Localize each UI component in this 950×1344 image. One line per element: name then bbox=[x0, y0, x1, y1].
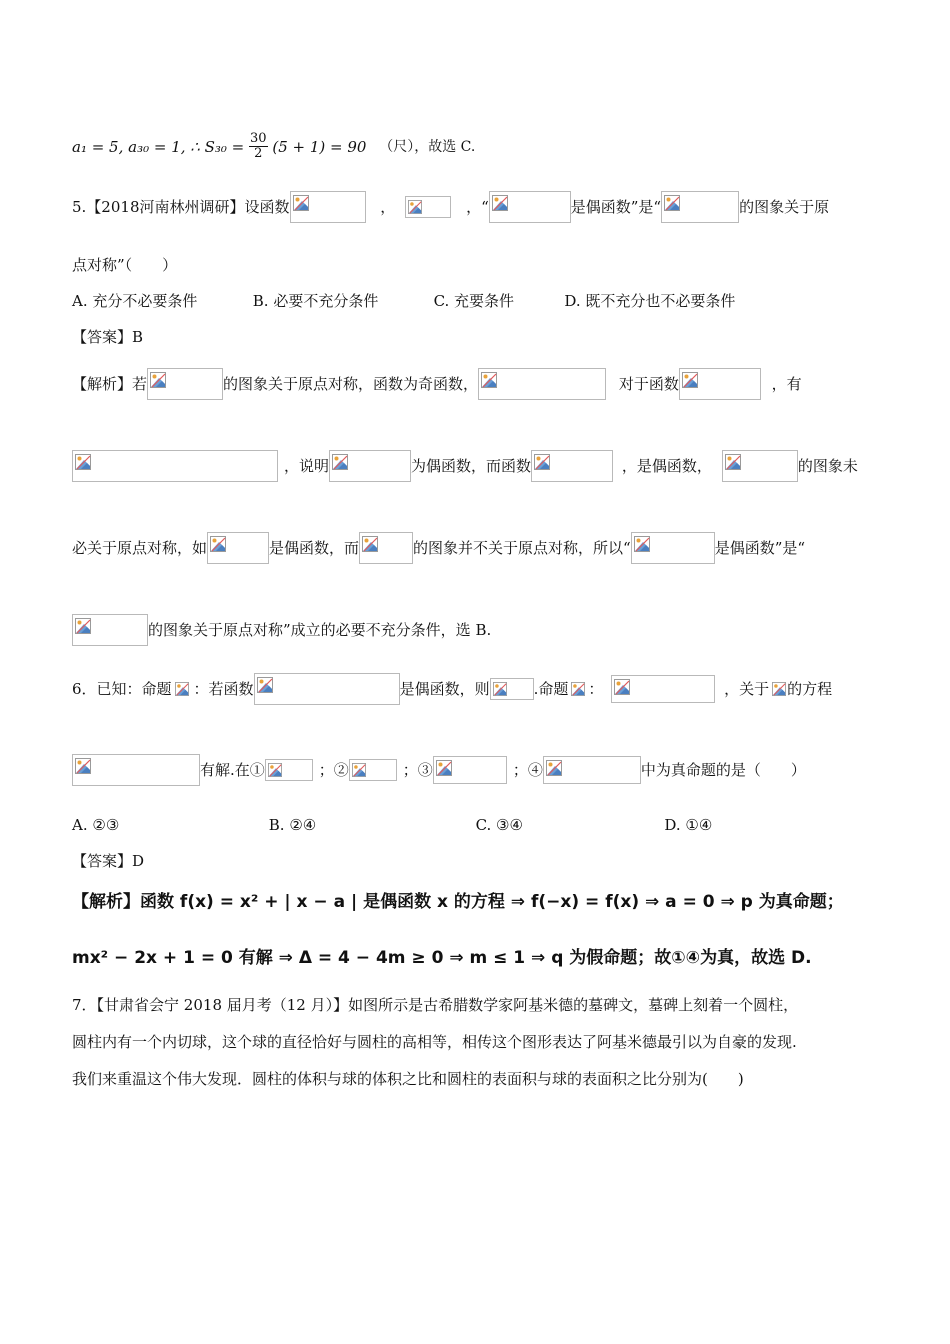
broken-image-icon bbox=[352, 762, 366, 776]
formula-image bbox=[290, 191, 366, 223]
formula-image bbox=[611, 675, 715, 703]
broken-image-icon bbox=[481, 372, 497, 388]
q6-exp-text: 【解析】函数 f(x) = x² + | x − a | 是偶函数 x 的方程 ⇒ f(−x) = f(x) ⇒ a = 0 ⇒ p 为真命题； bbox=[72, 892, 844, 912]
broken-image-icon bbox=[332, 454, 348, 470]
equation-suffix: (5 + 1) = 90 bbox=[272, 137, 367, 156]
q6-line2 bbox=[72, 754, 806, 786]
q6-option-b: B. ②④ bbox=[268, 816, 317, 834]
formula-image bbox=[72, 614, 148, 646]
q6-text: ，关于 bbox=[724, 680, 770, 698]
broken-image-icon bbox=[534, 454, 550, 470]
equation-tail: （尺），故选 C. bbox=[379, 138, 476, 155]
q6-text: 6．已知：命题 bbox=[72, 680, 172, 698]
q5-text-1: 5.【2018河南林州调研】设函数 bbox=[72, 198, 290, 216]
formula-image bbox=[722, 450, 798, 482]
q5-exp-line1 bbox=[72, 368, 802, 400]
q6-text: ：若函数 bbox=[193, 680, 254, 698]
q5-exp-line2 bbox=[72, 450, 858, 482]
exp-text: 对于函数 bbox=[618, 375, 679, 393]
q5-text-5: 的图象关于原 bbox=[739, 198, 830, 216]
q6-text: .命题 bbox=[533, 680, 569, 698]
broken-image-icon bbox=[492, 195, 508, 211]
exp-text: 是偶函数，而 bbox=[269, 539, 360, 557]
formula-image bbox=[543, 756, 641, 784]
formula-image bbox=[207, 532, 269, 564]
broken-image-icon bbox=[75, 618, 91, 634]
q6-options bbox=[72, 814, 712, 835]
q6-option-c: C. ③④ bbox=[475, 816, 523, 834]
q5-text-2: ， bbox=[380, 198, 396, 216]
q6-text: 的方程 bbox=[787, 680, 833, 698]
q5-text-3: ，“ bbox=[466, 198, 489, 216]
broken-image-icon bbox=[571, 681, 585, 695]
q6-text: 有解.在① bbox=[200, 761, 265, 779]
q6-text: ；② bbox=[318, 761, 349, 779]
broken-image-icon bbox=[75, 758, 91, 774]
formula-image bbox=[568, 678, 588, 700]
exp-text: 的图象未 bbox=[797, 457, 858, 475]
q6-exp-line1 bbox=[72, 892, 844, 912]
q6-line1 bbox=[72, 673, 832, 705]
formula-image bbox=[72, 450, 278, 482]
broken-image-icon bbox=[682, 372, 698, 388]
q7-text: 圆柱内有一个内切球，这个球的直径恰好与圆柱的高相等，相传这个图形表达了阿基米德最引以为自豪的发现. bbox=[72, 1033, 797, 1051]
formula-image bbox=[478, 368, 606, 400]
formula-image bbox=[349, 759, 397, 781]
q5-option-c: C. 充要条件 bbox=[433, 292, 515, 310]
broken-image-icon bbox=[546, 760, 562, 776]
formula-image bbox=[147, 368, 223, 400]
q6-option-d: D. ①④ bbox=[664, 816, 713, 834]
q6-answer-text: 【答案】D bbox=[72, 852, 145, 870]
exp-text: ，是偶函数， bbox=[621, 457, 712, 475]
formula-image bbox=[433, 756, 507, 784]
fraction-denominator: 2 bbox=[254, 146, 263, 161]
broken-image-icon bbox=[75, 454, 91, 470]
q6-text: ： bbox=[588, 680, 604, 698]
broken-image-icon bbox=[436, 760, 452, 776]
q5-text-4: 是偶函数”是“ bbox=[570, 198, 662, 216]
exp-text: 必关于原点对称，如 bbox=[72, 539, 208, 557]
exp-text: 的图象并不关于原点对称，所以“ bbox=[413, 539, 631, 557]
broken-image-icon bbox=[362, 536, 378, 552]
q7-line2 bbox=[72, 1031, 797, 1052]
q7-line3 bbox=[72, 1068, 744, 1089]
q5-exp-line3 bbox=[72, 532, 805, 564]
formula-image bbox=[254, 673, 400, 705]
exp-text: 为偶函数，而函数 bbox=[411, 457, 532, 475]
broken-image-icon bbox=[664, 195, 680, 211]
broken-image-icon bbox=[634, 536, 650, 552]
formula-image bbox=[329, 450, 411, 482]
q5-exp-line4 bbox=[72, 614, 491, 646]
q7-line1 bbox=[72, 994, 798, 1015]
broken-image-icon bbox=[293, 195, 309, 211]
broken-image-icon bbox=[210, 536, 226, 552]
q5-option-a: A. 充分不必要条件 bbox=[72, 292, 198, 310]
q6-exp-text: mx² − 2x + 1 = 0 有解 ⇒ Δ = 4 − 4m ≥ 0 ⇒ m ≤ 1 ⇒ q 为假命题；故①④为真，故选 D. bbox=[72, 948, 812, 968]
broken-image-icon bbox=[772, 681, 786, 695]
broken-image-icon bbox=[257, 677, 273, 693]
exp-text: 【解析】若 bbox=[72, 375, 148, 393]
broken-image-icon bbox=[493, 681, 507, 695]
q7-text: 我们来重温这个伟大发现．圆柱的体积与球的体积之比和圆柱的表面积与球的表面积之比分别为( ) bbox=[72, 1070, 744, 1088]
formula-image bbox=[489, 191, 571, 223]
equation-prefix: a₁ = 5, a₃₀ = 1, ∴ S₃₀ = bbox=[72, 137, 245, 156]
q5-option-d: D. 既不充分也不必要条件 bbox=[564, 292, 736, 310]
formula-image bbox=[405, 196, 451, 218]
q5-line1 bbox=[72, 191, 829, 223]
formula-image bbox=[72, 754, 200, 786]
formula-image bbox=[172, 678, 194, 700]
q7-text: 7．【甘肃省会宁 2018 届月考（12 月）】如图所示是古希腊数学家阿基米德的墓碑文，墓碑上刻着一个圆柱， bbox=[72, 996, 799, 1014]
formula-image bbox=[490, 678, 534, 700]
broken-image-icon bbox=[408, 199, 422, 213]
q5-options bbox=[72, 290, 735, 311]
broken-image-icon bbox=[268, 762, 282, 776]
formula-image bbox=[661, 191, 739, 223]
q6-answer bbox=[72, 850, 144, 871]
fraction-numerator: 30 bbox=[250, 131, 267, 146]
exp-text: 的图象关于原点对称”成立的必要不充分条件，选 B. bbox=[148, 621, 492, 639]
q6-text: ；④ bbox=[512, 761, 543, 779]
q6-option-a: A. ②③ bbox=[72, 816, 120, 834]
formula-image bbox=[631, 532, 715, 564]
q6-text: ；③ bbox=[402, 761, 433, 779]
broken-image-icon bbox=[725, 454, 741, 470]
broken-image-icon bbox=[150, 372, 166, 388]
formula-image bbox=[359, 532, 413, 564]
q6-exp-line2 bbox=[72, 948, 812, 968]
q5-line2 bbox=[72, 254, 177, 275]
exp-text: ，有 bbox=[771, 375, 802, 393]
exp-text: 的图象关于原点对称，函数为奇函数， bbox=[223, 375, 479, 393]
formula-image bbox=[679, 368, 761, 400]
formula-image bbox=[265, 759, 313, 781]
q5-answer bbox=[72, 326, 143, 347]
exp-text: 是偶函数”是“ bbox=[714, 539, 806, 557]
broken-image-icon bbox=[614, 679, 630, 695]
fraction bbox=[249, 132, 268, 161]
exp-text: ，说明 bbox=[284, 457, 330, 475]
q5-option-b: B. 必要不充分条件 bbox=[252, 292, 379, 310]
equation-line bbox=[72, 132, 475, 161]
q5-text-line2: 点对称”（ ） bbox=[72, 256, 178, 274]
q5-answer-text: 【答案】B bbox=[72, 328, 144, 346]
q6-text: 中为真命题的是（ ） bbox=[640, 761, 806, 779]
formula-image bbox=[531, 450, 613, 482]
broken-image-icon bbox=[175, 681, 189, 695]
q6-text: 是偶函数，则 bbox=[399, 680, 490, 698]
formula-image bbox=[769, 678, 787, 700]
